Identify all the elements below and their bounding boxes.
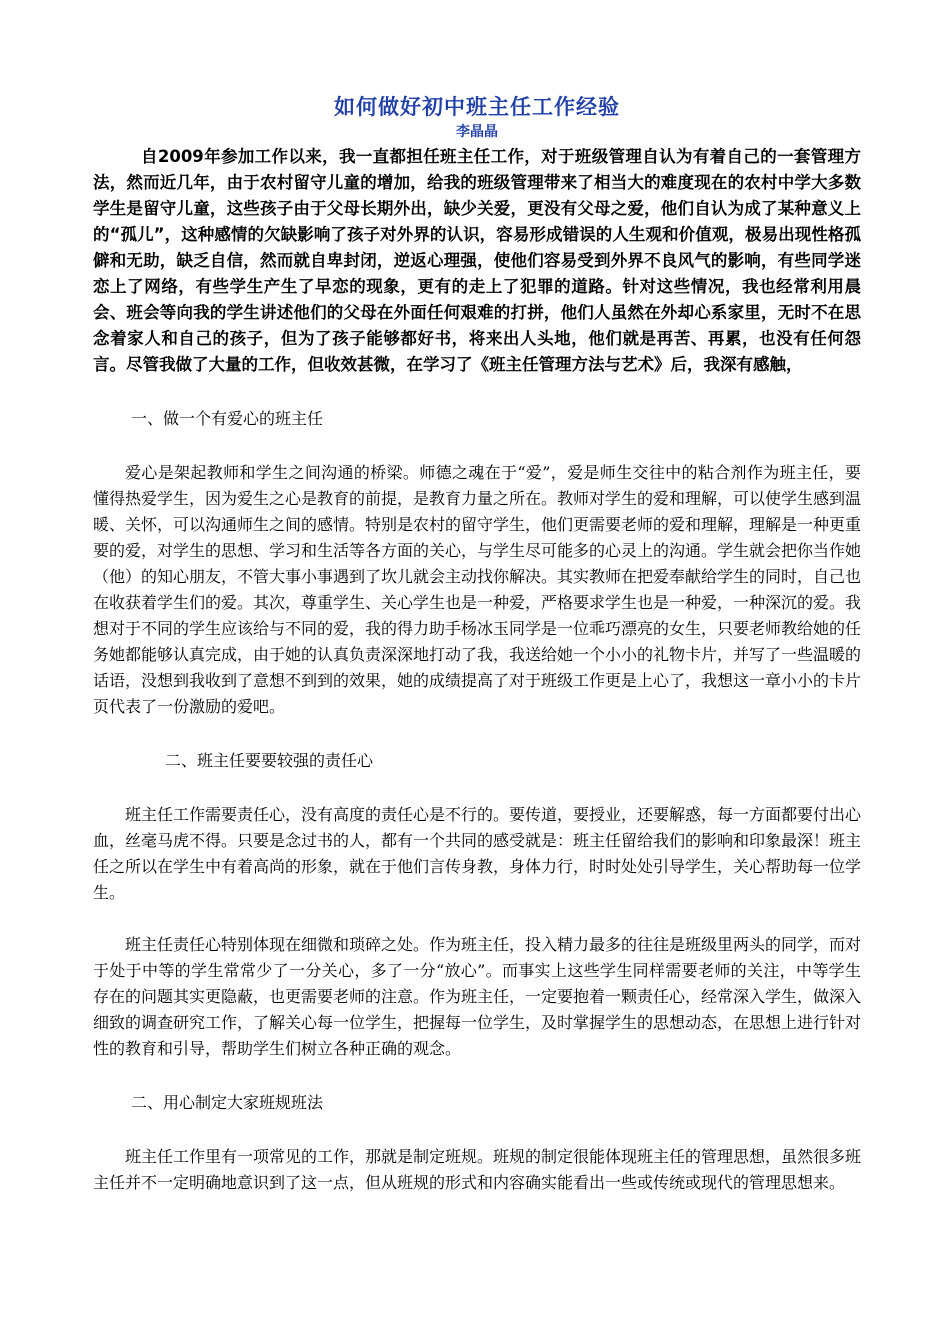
section-heading-responsibility: 二、班主任要要较强的责任心 [165, 751, 374, 770]
section-paragraph-responsibility-1: 班主任工作需要责任心，没有高度的责任心是不行的。要传道，要授业，还要解惑，每一方面都要付出心血，丝毫马虎不得。只要是念过书的人，都有一个共同的感受就是：班主任留给我们的影响和印象最深！班主任之所以在学生中有着高尚的形象，就在于他们言传身教，身体力行，时时处处引导学生，关心帮助每一位学生。 [93, 805, 862, 902]
section-paragraph-class-rules: 班主任工作里有一项常见的工作，那就是制定班规。班规的制定很能体现班主任的管理思想，虽然很多班主任并不一定明确地意识到了这一点，但从班规的形式和内容确实能看出一些或传统或现代的管理思想来。 [93, 1147, 862, 1192]
section-paragraph-love: 爱心是架起教师和学生之间沟通的桥梁。师德之魂在于“爱”，爱是师生交往中的粘合剂作为班主任，要懂得热爱学生，因为爱生之心是教育的前提，是教育力量之所在。教师对学生的爱和理解，可以使学生感到温暖、关怀，可以沟通师生之间的感情。特别是农村的留守学生，他们更需要老师的爱和理解，理解是一种更重要的爱，对学生的思想、学习和生活等各方面的关心，与学生尽可能多的心灵上的沟通。学生就会把你当作她（他）的知心朋友，不管大事小事遇到了坎儿就会主动找你解决。其实教师在把爱奉献给学生的同时，自己也在收获着学生们的爱。其次，尊重学生、关心学生也是一种爱，严格要求学生也是一种爱，一种深沉的爱。我想对于不同的学生应该给与不同的爱，我的得力助手杨冰玉同学是一位乖巧漂亮的女生，只要老师教给她的任务她都能够认真完成，由于她的认真负责深深地打动了我，我送给她一个小小的礼物卡片，并写了一些温暖的话语，没想到我收到了意想不到到的效果，她的成绩提高了对于班级工作更是上心了，我想这一章小小的卡片页代表了一份激励的爱吧。 [93, 463, 862, 716]
section-heading-love: 一、做一个有爱心的班主任 [131, 409, 324, 428]
document-title: 如何做好初中班主任工作经验 [334, 95, 620, 119]
section-paragraph-responsibility-2: 班主任责任心特别体现在细微和琐碎之处。作为班主任，投入精力最多的往往是班级里两头的同学，而对于处于中等的学生常常少了一分关心，多了一分“放心”。而事实上这些学生同样需要老师的关注，中等学生存在的问题其实更隐蔽，也更需要老师的注意。作为班主任，一定要抱着一颗责任心，经常深入学生，做深入细致的调查研究工作，了解关心每一位学生，把握每一位学生，及时掌握学生的思想动态，在思想上进行针对性的教育和引导，帮助学生们树立各种正确的观念。 [93, 935, 862, 1058]
section-heading-class-rules: 二、用心制定大家班规班法 [131, 1093, 324, 1112]
document-page [93, 92, 861, 1196]
author-name: 李晶晶 [456, 124, 498, 140]
intro-paragraph: 自2009年参加工作以来，我一直都担任班主任工作，对于班级管理自认为有着自己的一套管理方法，然而近几年，由于农村留守儿童的增加，给我的班级管理带来了相当大的难度现在的农村中学大多数学生是留守儿童，这些孩子由于父母长期外出，缺少关爱，更没有父母之爱，他们自认为成了某种意义上的“孤儿”，这种感情的欠缺影响了孩子对外界的认识，容易形成错误的人生观和价值观，极易出现性格孤僻和无助，缺乏自信，然而就自卑封闭，逆返心理强，使他们容易受到外界不良风气的影响，有些同学迷恋上了网络，有些学生产生了早恋的现象，更有的走上了犯罪的道路。针对这些情况，我也经常利用晨会、班会等向我的学生讲述他们的父母在外面任何艰难的打拼，他们人虽然在外却心系家里，无时不在思念着家人和自己的孩子，但为了孩子能够都好书，将来出人头地，他们就是再苦、再累，也没有任何怨言。尽管我做了大量的工作，但收效甚微，在学习了《班主任管理方法与艺术》后，我深有感触， [93, 147, 861, 374]
